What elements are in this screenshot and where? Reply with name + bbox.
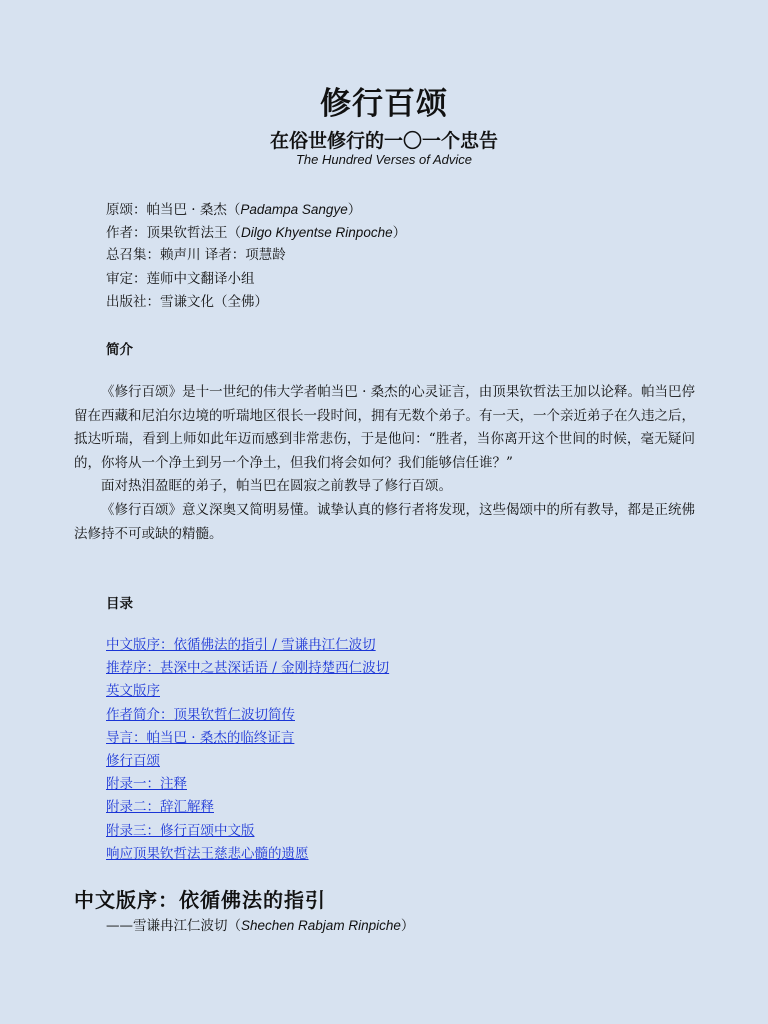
toc-link-english-preface[interactable]: 英文版序 — [106, 683, 160, 700]
credits-block — [106, 198, 406, 314]
toc-heading: 目录 — [106, 596, 133, 612]
toc-link-hundred-verses[interactable]: 修行百颂 — [106, 752, 160, 769]
intro-heading: 简介 — [106, 342, 133, 358]
toc-link-appendix-2[interactable]: 附录二：辞汇解释 — [106, 799, 214, 816]
toc-link-chinese-preface[interactable]: 中文版序：依循佛法的指引 / 雪谦冉江仁波切 — [106, 637, 376, 653]
toc-link-introduction[interactable]: 导言：帕当巴 · 桑杰的临终证言 — [106, 729, 295, 746]
toc-link-final-wish[interactable]: 响应顶果钦哲法王慈悲心髓的遗愿 — [106, 845, 309, 862]
toc-link-appendix-1[interactable]: 附录一：注释 — [106, 776, 187, 793]
chapter-heading: 中文版序：依循佛法的指引 — [74, 888, 326, 912]
toc-link-recommendation-preface[interactable]: 推荐序：甚深中之甚深话语 / 金刚持楚西仁波切 — [106, 660, 390, 677]
credit-author: 作者：顶果钦哲法王（Dilgo Khyentse Rinpoche） — [106, 225, 407, 242]
intro-text — [74, 381, 695, 546]
toc-link-author-bio[interactable]: 作者简介：顶果钦哲仁波切简传 — [106, 706, 295, 723]
toc-link-appendix-3[interactable]: 附录三：修行百颂中文版 — [106, 822, 255, 839]
page-title: 修行百颂 — [320, 86, 448, 122]
intro-paragraph: 面对热泪盈眶的弟子，帕当巴在圆寂之前教导了修行百颂。 — [101, 478, 452, 495]
page-subtitle: 在俗世修行的一〇一个忠告 — [269, 130, 498, 152]
credit-reviewer: 审定：莲师中文翻译小组 — [106, 270, 255, 287]
table-of-contents — [106, 634, 389, 866]
english-subtitle: The Hundred Verses of Advice — [295, 152, 473, 167]
credit-original-verses: 原颂：帕当巴 · 桑杰（Padampa Sangye） — [106, 202, 362, 218]
credit-publisher: 出版社：雪谦文化（全佛） — [106, 293, 268, 310]
credit-convener-translator: 总召集：赖声川 译者：项慧龄 — [106, 247, 286, 264]
intro-paragraph: 《修行百颂》意义深奥又简明易懂。诚挚认真的修行者将发现，这些偈颂中的所有教导，都是正统佛法修持不可或缺的精髓。 — [74, 501, 695, 542]
intro-paragraph: 《修行百颂》是十一世纪的伟大学者帕当巴 · 桑杰的心灵证言，由顶果钦哲法王加以论释。帕当巴停留在西藏和尼泊尔边境的听瑞地区很长一段时间，拥有无数个弟子。有一天，一个亲近弟子在久违之后，抵达听瑞，看到上师如此年迈而感到非常悲伤，于是他问：“胜者，当你离开这个世间的时候，毫无疑问的，你将从一个净土到另一个净土，但我们将会如何？我们能够信任谁？” — [74, 384, 695, 471]
chapter-byline: ——雪谦冉江仁波切（Shechen Rabjam Rinpiche） — [106, 918, 415, 934]
